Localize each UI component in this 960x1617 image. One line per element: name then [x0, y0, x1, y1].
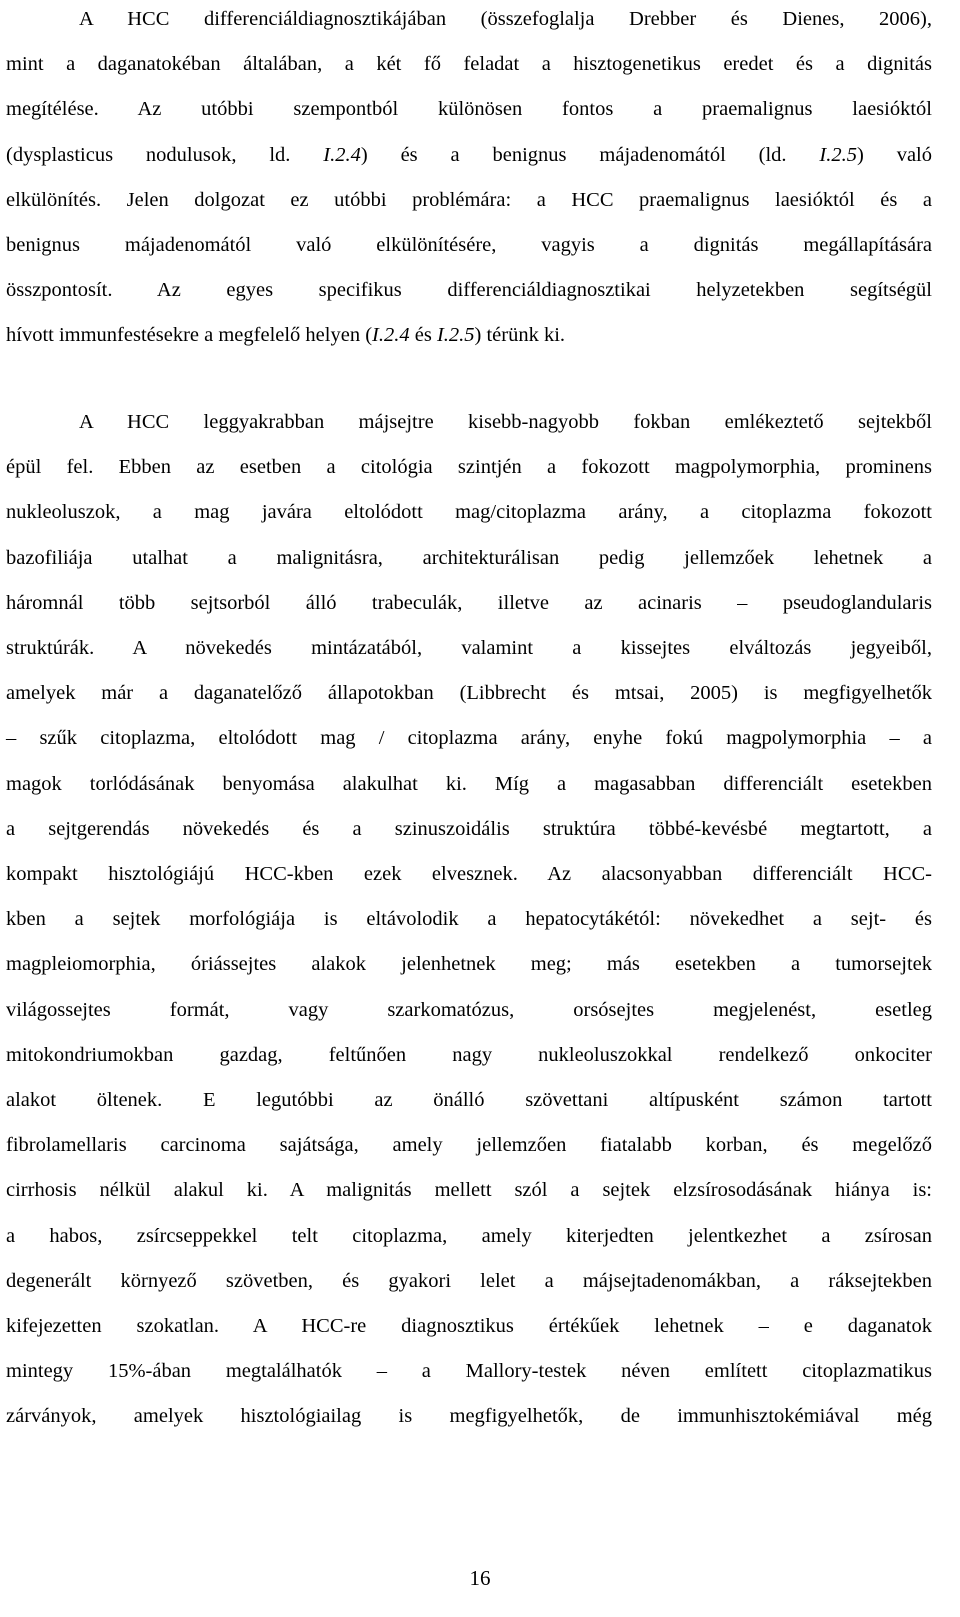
text-line: a sejtgerendás növekedés és a szinuszoidális struktúra többé-kevésbé megtartott, a	[6, 817, 932, 840]
text-line: fibrolamellaris carcinoma sajátsága, amely jellemzően fiatalabb korban, és megelőző	[6, 1134, 932, 1157]
section-reference: I.2.4	[372, 324, 410, 347]
text-fragment: (dysplasticus nodulusok, ld.	[6, 143, 324, 166]
text-line: összpontosít. Az egyes specifikus differenciáldiagnosztikai helyzetekben segítségül	[6, 279, 932, 302]
text-line: elkülönítés. Jelen dolgozat ez utóbbi problémára: a HCC praemalignus laesióktól és a	[6, 188, 932, 211]
text-line: épül fel. Ebben az esetben a citológia szintjén a fokozott magpolymorphia, prominens	[6, 456, 932, 479]
text-line: mint a daganatokéban általában, a két fő feladat a hisztogenetikus eredet és a dignitás	[6, 53, 932, 76]
text-fragment: hívott immunfestésekre a megfelelő helyen (	[6, 324, 373, 347]
text-line: háromnál több sejtsorból álló trabeculák, illetve az acinaris – pseudoglandularis	[6, 591, 932, 614]
text-line: mintegy 15%-ában megtalálhatók – a Mallory-testek néven említett citoplazmatikus	[6, 1360, 932, 1383]
text-line: A HCC differenciáldiagnosztikájában (összefoglalja Drebber és Dienes, 2006),	[79, 8, 932, 30]
text-line: magpleiomorphia, óriássejtes alakok jelenhetnek meg; más esetekben a tumorsejtek	[6, 953, 932, 976]
text-line: kben a sejtek morfológiája is eltávolodik a hepatocytákétól: növekedhet a sejt- és	[6, 908, 932, 931]
text-line: a habos, zsírcseppekkel telt citoplazma, amely kiterjedten jelentkezhet a zsírosan	[6, 1224, 932, 1247]
text-line: – szűk citoplazma, eltolódott mag / citoplazma arány, enyhe fokú magpolymorphia – a	[6, 727, 932, 750]
text-line: kompakt hisztológiájú HCC-kben ezek elvesznek. Az alacsonyabban differenciált HCC-	[6, 863, 932, 886]
paragraph-1	[6, 0, 932, 359]
text-line: magok torlódásának benyomása alakulhat ki. Míg a magasabban differenciált esetekben	[6, 772, 932, 795]
text-fragment: ) és a benignus májadenomától (ld.	[360, 143, 820, 166]
text-line	[6, 133, 932, 178]
text-line: nukleoluszok, a mag javára eltolódott mag/citoplazma arány, a citoplazma fokozott	[6, 501, 932, 524]
text-line: amelyek már a daganatelőző állapotokban (Libbrecht és mtsai, 2005) is megfigyelhetők	[6, 682, 932, 705]
text-line: benignus májadenomától való elkülönítésére, vagyis a dignitás megállapítására	[6, 234, 932, 257]
section-reference: I.2.5	[819, 143, 857, 166]
text-line: cirrhosis nélkül alakul ki. A malignitás mellett szól a sejtek elzsírosodásának hiánya is:	[6, 1179, 932, 1202]
text-line: zárványok, amelyek hisztológiailag is megfigyelhetők, de immunhisztokémiával még	[6, 1405, 932, 1428]
text-line: mitokondriumokban gazdag, feltűnően nagy nukleoluszokkal rendelkező onkociter	[6, 1043, 932, 1066]
text-line: struktúrák. A növekedés mintázatából, valamint a kissejtes elváltozás jegyeiből,	[6, 637, 932, 660]
paragraph-2	[6, 400, 932, 1440]
text-line: alakot öltenek. E legutóbbi az önálló szövettani altípusként számon tartott	[6, 1089, 932, 1112]
section-reference: I.2.5	[436, 324, 475, 347]
text-fragment: ) térünk ki.	[474, 324, 566, 347]
text-line: megítélése. Az utóbbi szempontból különösen fontos a praemalignus laesióktól	[6, 98, 932, 121]
text-line: kifejezetten szokatlan. A HCC-re diagnosztikus értékűek lehetnek – e daganatok	[6, 1315, 932, 1338]
text-line: bazofiliája utalhat a malignitásra, architekturálisan pedig jellemzőek lehetnek a	[6, 546, 932, 569]
text-fragment: ) való	[857, 143, 932, 166]
text-line: világossejtes formát, vagy szarkomatózus, orsósejtes megjelenést, esetleg	[6, 998, 932, 1021]
text-line: degenerált környező szövetben, és gyakori lelet a májsejtadenomákban, a ráksejtekben	[6, 1269, 932, 1292]
section-reference: I.2.4	[323, 143, 361, 166]
text-line: A HCC leggyakrabban májsejtre kisebb-nagyobb fokban emlékeztető sejtekből	[79, 411, 932, 433]
page-number: 16	[469, 1566, 491, 1590]
text-line	[6, 313, 932, 358]
text-fragment: és	[409, 324, 437, 347]
